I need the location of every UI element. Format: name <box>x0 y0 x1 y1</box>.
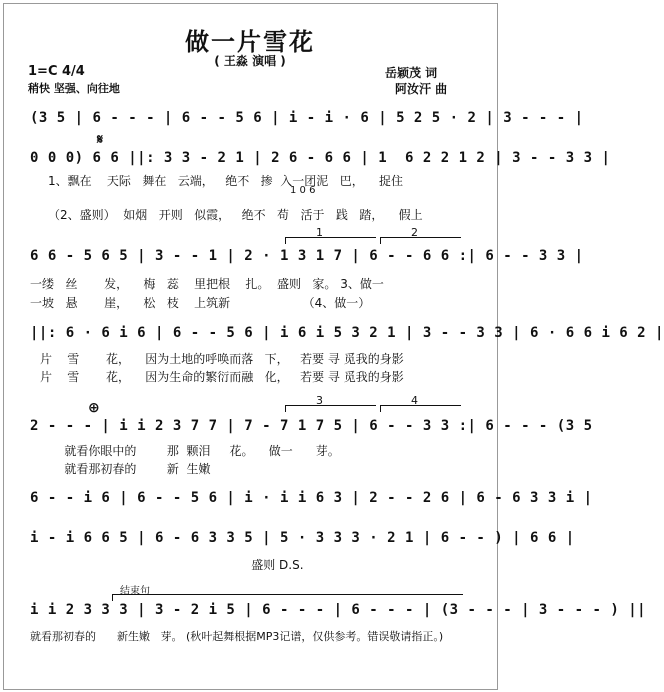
song-title: 做一片雪花 <box>185 28 315 56</box>
notation-row: (3 5 | 6 - - - | 6 - - 5 6 | i - i · 6 | 5 2 5 · 2 | 3 - - - | <box>30 110 584 126</box>
lyricist-credit: 岳颖茂 词 <box>385 66 438 80</box>
volta-label: 1 <box>316 226 323 239</box>
lyric-line: 片 雪 花， 因为土地的呼唤而落 下， 若要 寻 觅我的身影 <box>40 352 404 366</box>
lyric-line: 盛则 D.S. <box>30 558 304 572</box>
volta-bracket <box>380 226 461 244</box>
lyric-line: 一缕 丝 发， 梅 蕊 里把根 扎。 盛则 家。 3、做一 <box>30 277 384 291</box>
lyric-line: 就看那初春的 新 生嫩 <box>30 462 211 476</box>
volta-bracket <box>380 394 461 412</box>
notation-row: ||: 6 · 6 i 6 | 6 - - 5 6 | i 6 i 5 3 2 1 | 3 - - 3 3 | 6 · 6 6 i 6 2 | <box>30 325 664 341</box>
volta-label: 2 <box>411 226 418 239</box>
lyric-line: 片 雪 花， 因为生命的繁衍而融 化， 若要 寻 觅我的身影 <box>40 370 404 384</box>
notation-row: 2 - - - | i i 2 3 7 7 | 7 - 7 1 7 5 | 6 - - 3 3 :| 6 - - - (3 5 <box>30 418 593 434</box>
notation-row: 6 6 - 5 6 5 | 3 - - 1 | 2 · 1 3 1 7 | 6 - - 6 6 :| 6 - - 3 3 | <box>30 248 584 264</box>
lyric-line: （2、盛则） 如烟 开则 似霞， 绝不 苟 活于 践 踏， 假上 <box>48 208 423 222</box>
volta-bracket <box>285 394 376 412</box>
volta-label: 3 <box>316 394 323 407</box>
volta-bracket <box>285 226 376 244</box>
lyric-line: 一坡 悬 崖， 松 枝 上筑新 （4、做一） <box>30 296 371 310</box>
segno-icon: 𝄋 <box>97 132 104 148</box>
lyric-line: 就看你眼中的 那 颗泪 花。 做一 芽。 <box>30 444 340 458</box>
volta-label: 4 <box>411 394 418 407</box>
ending-label: 结束句 <box>120 586 150 597</box>
score-frame <box>3 3 498 690</box>
grace-notes: 1 0 6 <box>290 185 316 196</box>
notation-row: 6 - - i 6 | 6 - - 5 6 | i · i i 6 3 | 2 - - 2 6 | 6 - 6 3 3 i | <box>30 490 593 506</box>
tempo-marking: 稍快 坚强、向往地 <box>28 82 120 95</box>
notation-row: i i 2 3 3 3 | 3 - 2 i 5 | 6 - - - | 6 - - - | (3 - - - | 3 - - - ) || <box>30 602 647 618</box>
notation-row: 0 0 0) 6 6 ||: 3 3 - 2 1 | 2 6 - 6 6 | 1 6 2 2 1 2 | 3 - - 3 3 | <box>30 150 611 166</box>
performer: ( 王淼 演唱 ) <box>214 54 286 68</box>
notation-row: i - i 6 6 5 | 6 - 6 3 3 5 | 5 · 3 3 3 · 2 1 | 6 - - ) | 6 6 | <box>30 530 575 546</box>
ending-bracket <box>112 594 463 601</box>
lyric-line: 1、飘在 天际 舞在 云端， 绝不 掺 入一团泥 巴， 捉住 <box>48 174 403 188</box>
lyric-line: 就看那初春的 新生嫩 芽。 (秋叶起舞根据MP3记谱，仅供参考。错误敬请指正。) <box>30 630 444 643</box>
key-signature: 1=C 4/4 <box>28 64 85 79</box>
composer-credit: 阿汝汗 曲 <box>395 82 448 96</box>
coda-icon: ⊕ <box>88 400 100 416</box>
